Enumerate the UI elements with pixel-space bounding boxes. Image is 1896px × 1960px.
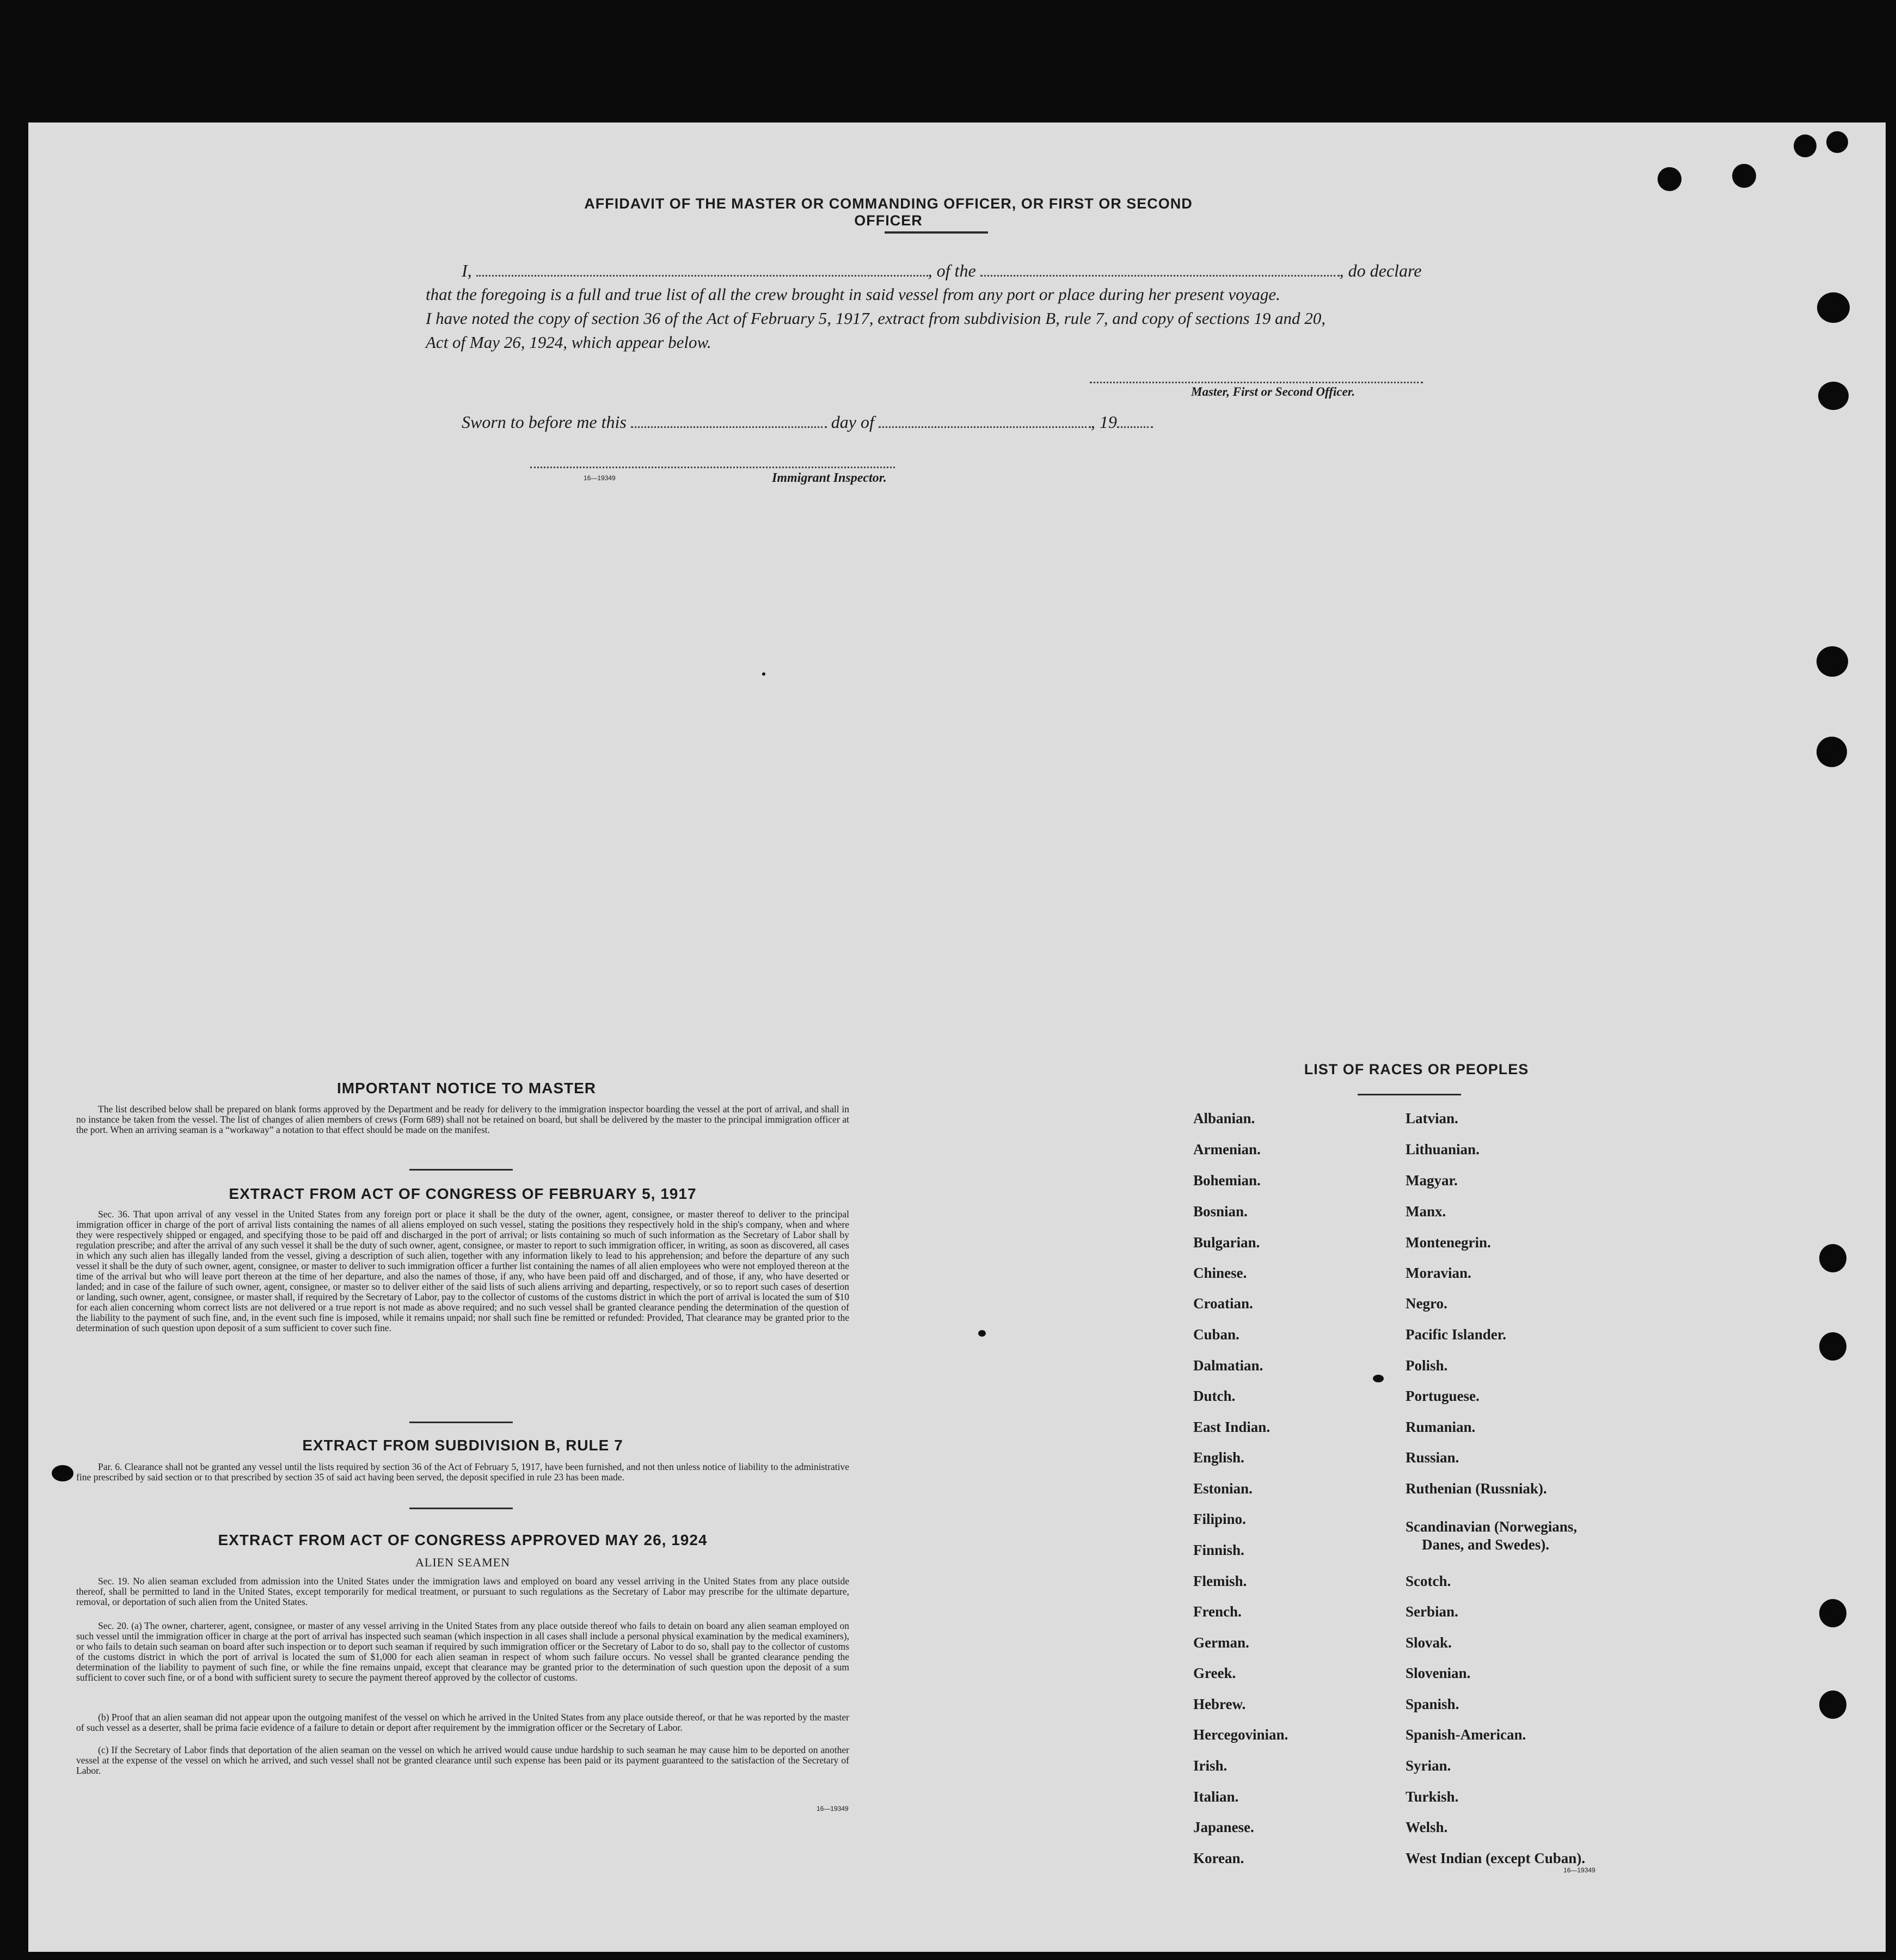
race-item: Scotch. [1406, 1573, 1451, 1589]
race-item: Irish. [1193, 1757, 1228, 1774]
sec20c-text: (c) If the Secretary of Labor finds that deportation of the alien seaman on the vessel on which he arrived would cause undue hardship to such seaman he may cause him to be deported on another vessel at the expense of the vessel on which he arrived, and such vessel shall not be granted clearance until such expense has been paid or its payment guaranteed to the satisfaction of the Secretary of Labor. [76, 1744, 849, 1776]
punch-hole [1817, 292, 1850, 323]
race-item: Rumanian. [1406, 1419, 1476, 1435]
sec19-text: Sec. 19. No alien seaman excluded from admission into the United States under the immigration laws and employed on board any vessel arriving in the United States from any place outside thereof, shall be permitted to land in the United States, except temporarily for medical treatment, or pursuant to such regulations as the Secretary of Labor may prescribe for the ultimate departure, removal, or deportation of such alien from the United States. [76, 1576, 849, 1607]
vessel-blank[interactable] [980, 275, 1340, 277]
race-item: Welsh. [1406, 1819, 1448, 1835]
race-item: Bohemian. [1193, 1172, 1261, 1189]
title-rule [885, 231, 988, 234]
affidavit-declaration-line [462, 258, 1421, 284]
race-item: Magyar. [1406, 1172, 1458, 1189]
alien-seamen-subtitle: ALIEN SEAMEN [415, 1555, 510, 1569]
race-item: Lithuanian. [1406, 1141, 1480, 1157]
sec20b-text: (b) Proof that an alien seaman did not appear upon the outgoing manifest of the vessel on which he arrived in the United States from any place outside thereof, or that he was reported by the master of such vessel as a deserter, shall be prima facie evidence of a failure to detain or deport after requirement by the immigration officer or the Secretary of Labor. [76, 1712, 849, 1733]
race-item: Filipino. [1193, 1511, 1246, 1527]
year-label: , 19 [1090, 412, 1117, 432]
title-rule [1358, 1094, 1461, 1095]
punch-hole [1826, 131, 1848, 153]
notice-text: The list described below shall be prepared on blank forms approved by the Department and be ready for delivery to the immigration inspector boarding the vessel at the port of arrival, and shall in no instance be taken from the vessel. The list of changes of alien members of crews (Form 689) shall not be retained on board, but shall be delivered by the master to the principal immigration officer at the port. When an arriving seaman is a “workaway” a notation to that effect should be made on the manifest. [76, 1104, 849, 1135]
rule7-title: EXTRACT FROM SUBDIVISION B, RULE 7 [302, 1437, 623, 1454]
form-number-right: 16—19349 [1563, 1866, 1596, 1874]
race-item: Chinese. [1193, 1265, 1247, 1281]
notice-title: IMPORTANT NOTICE TO MASTER [336, 1080, 597, 1097]
race-item: Dalmatian. [1193, 1357, 1263, 1374]
affidavit-declare: , do declare [1339, 261, 1422, 280]
race-item: Italian. [1193, 1788, 1239, 1805]
race-item: Slovak. [1406, 1634, 1452, 1651]
day-of-label: day of [831, 412, 874, 432]
race-item: Spanish. [1406, 1696, 1459, 1712]
name-blank[interactable] [476, 275, 928, 277]
sworn-label: Sworn to before me this [462, 412, 627, 432]
punch-hole [1817, 646, 1848, 677]
race-item: East Indian. [1193, 1419, 1271, 1435]
section-rule [409, 1508, 513, 1509]
extract1924-title: EXTRACT FROM ACT OF CONGRESS APPROVED MAY 26, 1924 [218, 1532, 708, 1548]
race-item: Russian. [1406, 1449, 1459, 1466]
punch-hole [1819, 1599, 1846, 1627]
sworn-line [462, 409, 1153, 435]
ink-speck [762, 672, 765, 676]
inspector-signature-line[interactable] [530, 467, 895, 468]
inspector-label: Immigrant Inspector. [772, 471, 887, 485]
month-blank[interactable] [879, 426, 1091, 428]
race-item: Spanish-American. [1406, 1726, 1526, 1743]
punch-hole [1819, 1690, 1846, 1719]
sec20a-text: Sec. 20. (a) The owner, charterer, agent, consignee, or master of any vessel arriving in the United States from any place outside thereof who fails to detain on board any alien seaman employed on such vessel until the immigration officer in charge at the port of arrival has inspected such seaman (which inspection in all cases shall include a personal physical examination by the medical examiners), or who fails to detain such seaman on board after such inspection or to deport such seaman if required by such immigration officer or the Secretary of Labor to do so, shall pay to the collector of customs of the customs district in which the port of arrival is located the sum of $1,000 for each alien seaman in respect of whom such failure occurs. No vessel shall be granted clearance pending the determination of the liability to payment of such fine, or while the fine remains unpaid, except that clearance may be granted prior to the determination of such question upon the deposit of a sum sufficient to cover such fine, or of a bond with sufficient surety to secure the payment thereof approved by the collector of customs. [76, 1620, 849, 1683]
race-item: English. [1193, 1449, 1244, 1466]
punch-hole [1817, 737, 1847, 767]
punch-hole [1732, 164, 1756, 188]
race-item: Slovenian. [1406, 1665, 1471, 1681]
race-item: Bulgarian. [1193, 1234, 1260, 1251]
race-item: Greek. [1193, 1665, 1236, 1681]
race-item: Hercegovinian. [1193, 1726, 1288, 1743]
race-item: Syrian. [1406, 1757, 1451, 1774]
race-item: Danes, and Swedes). [1422, 1536, 1550, 1553]
race-item: Latvian. [1406, 1110, 1458, 1126]
affidavit-of-the: , of the [928, 261, 976, 280]
ink-speck [978, 1330, 986, 1337]
rule7-text: Par. 6. Clearance shall not be granted any vessel until the lists required by section 36 of the Act of February 5, 1917, have been furnished, and not then unless notice of liability to the administrative fine prescribed by said section or to that prescribed by section 35 of said act having been served, the deposit specified in rule 23 has been made. [76, 1461, 849, 1483]
race-item: Japanese. [1193, 1819, 1254, 1835]
punch-hole [1658, 167, 1682, 191]
race-item: Ruthenian (Russniak). [1406, 1480, 1547, 1497]
race-item: Cuban. [1193, 1326, 1240, 1343]
extract1917-text: Sec. 36. That upon arrival of any vessel in the United States from any foreign port or place it shall be the duty of the owner, agent, consignee, or master thereof to deliver to the principal immigration officer in charge of the port of arrival lists containing the names of all aliens employed on such vessel, stating the positions they respectively hold in the ship's company, when and where they were respectively shipped or engaged, and specifying those to be paid off and discharged in the port of arrival; or lists containing so much of such information as the Secretary of Labor shall by regulation prescribe; and after the arrival of any such vessel it shall be the duty of such owner, agent, consignee, or master to report to such immigration officer, in writing, as soon as discovered, all cases in which any such alien has illegally landed from the vessel, giving a description of such alien, together with any information likely to lead to his apprehension; and before the departure of any such vessel it shall be the duty of such owner, agent, consignee, or master to deliver to such immigration officer a further list containing the names of all alien employees who were not employed thereon at the time of the arrival but who will leave port thereon at the time of her departure, and also the names of those, if any, who have been paid off and discharged, and of those, if any, who have deserted or landed; and in case of the failure of such owner, agent, consignee, or master so to deliver either of the said lists of such aliens arriving and departing, respectively, or so to report such cases of desertion or landing, such owner, agent, consignee, or master shall, if required by the Secretary of Labor, pay to the collector of customs of the customs district in which the port of arrival is located the sum of $10 for each alien concerning whom correct lists are not delivered or a true report is not made as above required; and no such vessel shall be granted clearance pending the determination of the question of the liability to the payment of such fine, and, in the event such fine is imposed, while it remains unpaid; nor shall such fine be remitted or refunded: Provided, That clearance may be granted prior to the determination of such question upon deposit of a sum sufficient to cover such fine. [76, 1209, 849, 1333]
year-blank[interactable] [1117, 426, 1153, 428]
punch-hole [1818, 382, 1849, 410]
affidavit-line3: I have noted the copy of section 36 of the Act of February 5, 1917, extract from subdivision B, rule 7, and copy of sections 19 and 20, [426, 309, 1326, 328]
race-item: Serbian. [1406, 1603, 1458, 1620]
race-item: German. [1193, 1634, 1249, 1651]
ink-speck [1373, 1375, 1384, 1382]
race-item: French. [1193, 1603, 1242, 1620]
race-item: Albanian. [1193, 1110, 1255, 1126]
race-item: Finnish. [1193, 1542, 1244, 1558]
race-item: Moravian. [1406, 1265, 1471, 1281]
form-number-left: 16—19349 [817, 1805, 849, 1812]
section-rule [409, 1169, 513, 1171]
race-item: Croatian. [1193, 1295, 1253, 1312]
affidavit-line2: that the foregoing is a full and true list of all the crew brought in said vessel from any port or place during her present voyage. [426, 285, 1280, 304]
race-item: Estonian. [1193, 1480, 1253, 1497]
races-title: LIST OF RACES OR PEOPLES [1304, 1061, 1529, 1077]
race-item: Korean. [1193, 1850, 1244, 1866]
punch-hole [52, 1465, 73, 1481]
race-item: Negro. [1406, 1295, 1447, 1312]
race-item: Scandinavian (Norwegians, [1406, 1518, 1578, 1535]
race-item: Polish. [1406, 1357, 1448, 1374]
form-number-top: 16—19349 [584, 474, 616, 482]
day-blank[interactable] [631, 426, 827, 428]
punch-hole [1819, 1244, 1846, 1272]
affidavit-title: AFFIDAVIT OF THE MASTER OR COMMANDING OFFICER, OR FIRST OR SECOND OFFICER [584, 195, 1193, 229]
form-sheet [28, 122, 1886, 1952]
punch-hole [1819, 1332, 1846, 1361]
race-item: Turkish. [1406, 1788, 1459, 1805]
section-rule [409, 1422, 513, 1423]
master-signature-line[interactable] [1090, 382, 1423, 383]
race-item: Armenian. [1193, 1141, 1261, 1157]
race-item: Hebrew. [1193, 1696, 1246, 1712]
punch-hole [1794, 134, 1817, 157]
race-item: Dutch. [1193, 1388, 1236, 1404]
affidavit-line4: Act of May 26, 1924, which appear below. [426, 333, 711, 352]
race-item: Flemish. [1193, 1573, 1247, 1589]
extract1917-title: EXTRACT FROM ACT OF CONGRESS OF FEBRUARY 5, 1917 [229, 1185, 697, 1202]
race-item: Bosnian. [1193, 1203, 1248, 1220]
race-item: Portuguese. [1406, 1388, 1480, 1404]
race-item: West Indian (except Cuban). [1406, 1850, 1586, 1866]
race-item: Manx. [1406, 1203, 1446, 1220]
race-item: Montenegrin. [1406, 1234, 1491, 1251]
race-item: Pacific Islander. [1406, 1326, 1506, 1343]
affidavit-i: I, [462, 261, 472, 280]
master-label: Master, First or Second Officer. [1191, 385, 1355, 399]
